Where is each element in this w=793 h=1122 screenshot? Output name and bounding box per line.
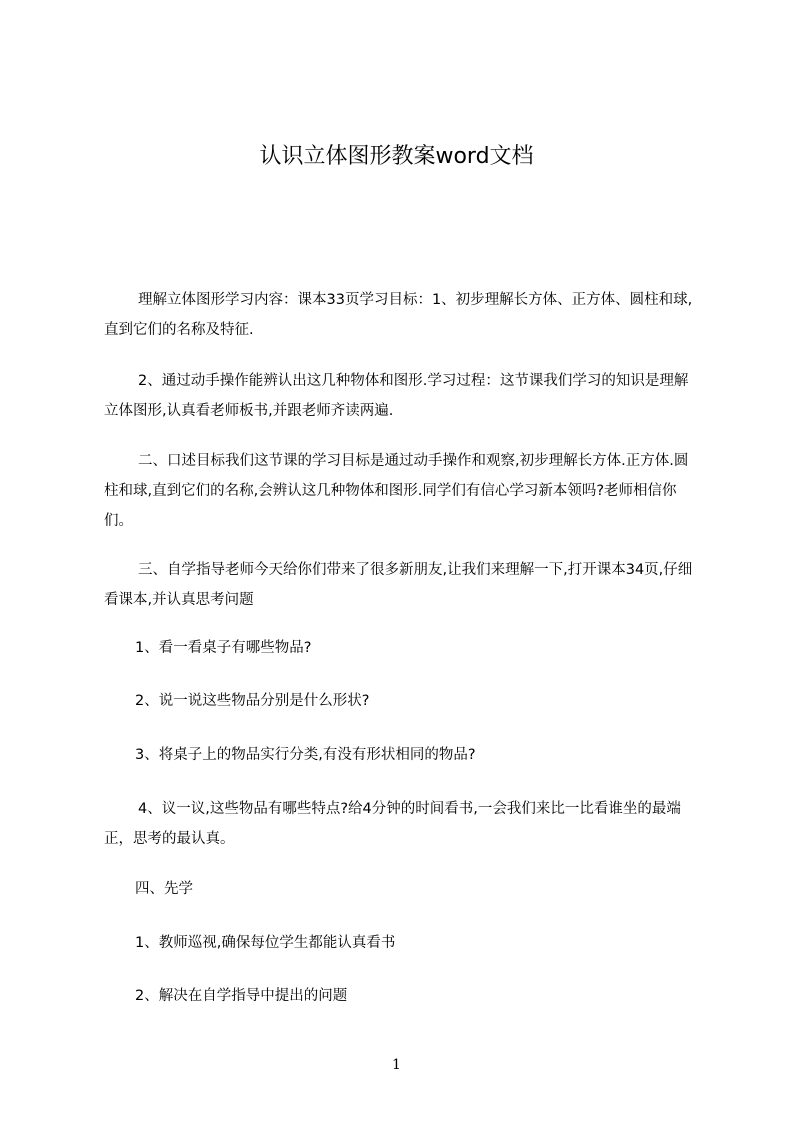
paragraph-self-study: 三、自学指导老师今天给你们带来了很多新朋友,让我们来理解一下,打开课本34页,仔细看课本,并认真思考问题 xyxy=(104,562,693,608)
paragraph-goals: 二、口述目标我们这节课的学习目标是通过动手操作和观察,初步理解长方体.正方体.圆柱和球,直到它们的名称,会辨认这几种物体和图形.同学们有信心学习新本领吗?老师相信你们。 xyxy=(104,453,689,529)
list-item-4: 4、议一议,这些物品有哪些特点?给4分钟的时间看书,一会我们来比一比看谁坐的最端正，思考的最认真。 xyxy=(104,801,681,847)
list-item-6: 2、解决在自学指导中提出的问题 xyxy=(135,988,348,1004)
document-title: 认识立体图形教案word文档 xyxy=(259,144,534,169)
list-item-1: 1、看一看桌子有哪些物品? xyxy=(135,640,312,656)
section-heading-4: 四、先学 xyxy=(135,881,193,897)
list-item-2: 2、说一说这些物品分别是什么形状? xyxy=(135,693,370,709)
list-item-5: 1、教师巡视,确保每位学生都能认真看书 xyxy=(135,935,396,951)
paragraph-process: 2、通过动手操作能辨认出这几种物体和图形.学习过程：这节课我们学习的知识是理解立体图形,认真看老师板书,并跟老师齐读两遍. xyxy=(104,373,689,419)
paragraph-intro: 理解立体图形学习内容：课本33页学习目标：1、初步理解长方体、正方体、圆柱和球,直到它们的名称及特征. xyxy=(104,292,693,338)
list-item-3: 3、将桌子上的物品实行分类,有没有形状相同的物品? xyxy=(135,747,476,763)
page-number: 1 xyxy=(392,1057,401,1073)
